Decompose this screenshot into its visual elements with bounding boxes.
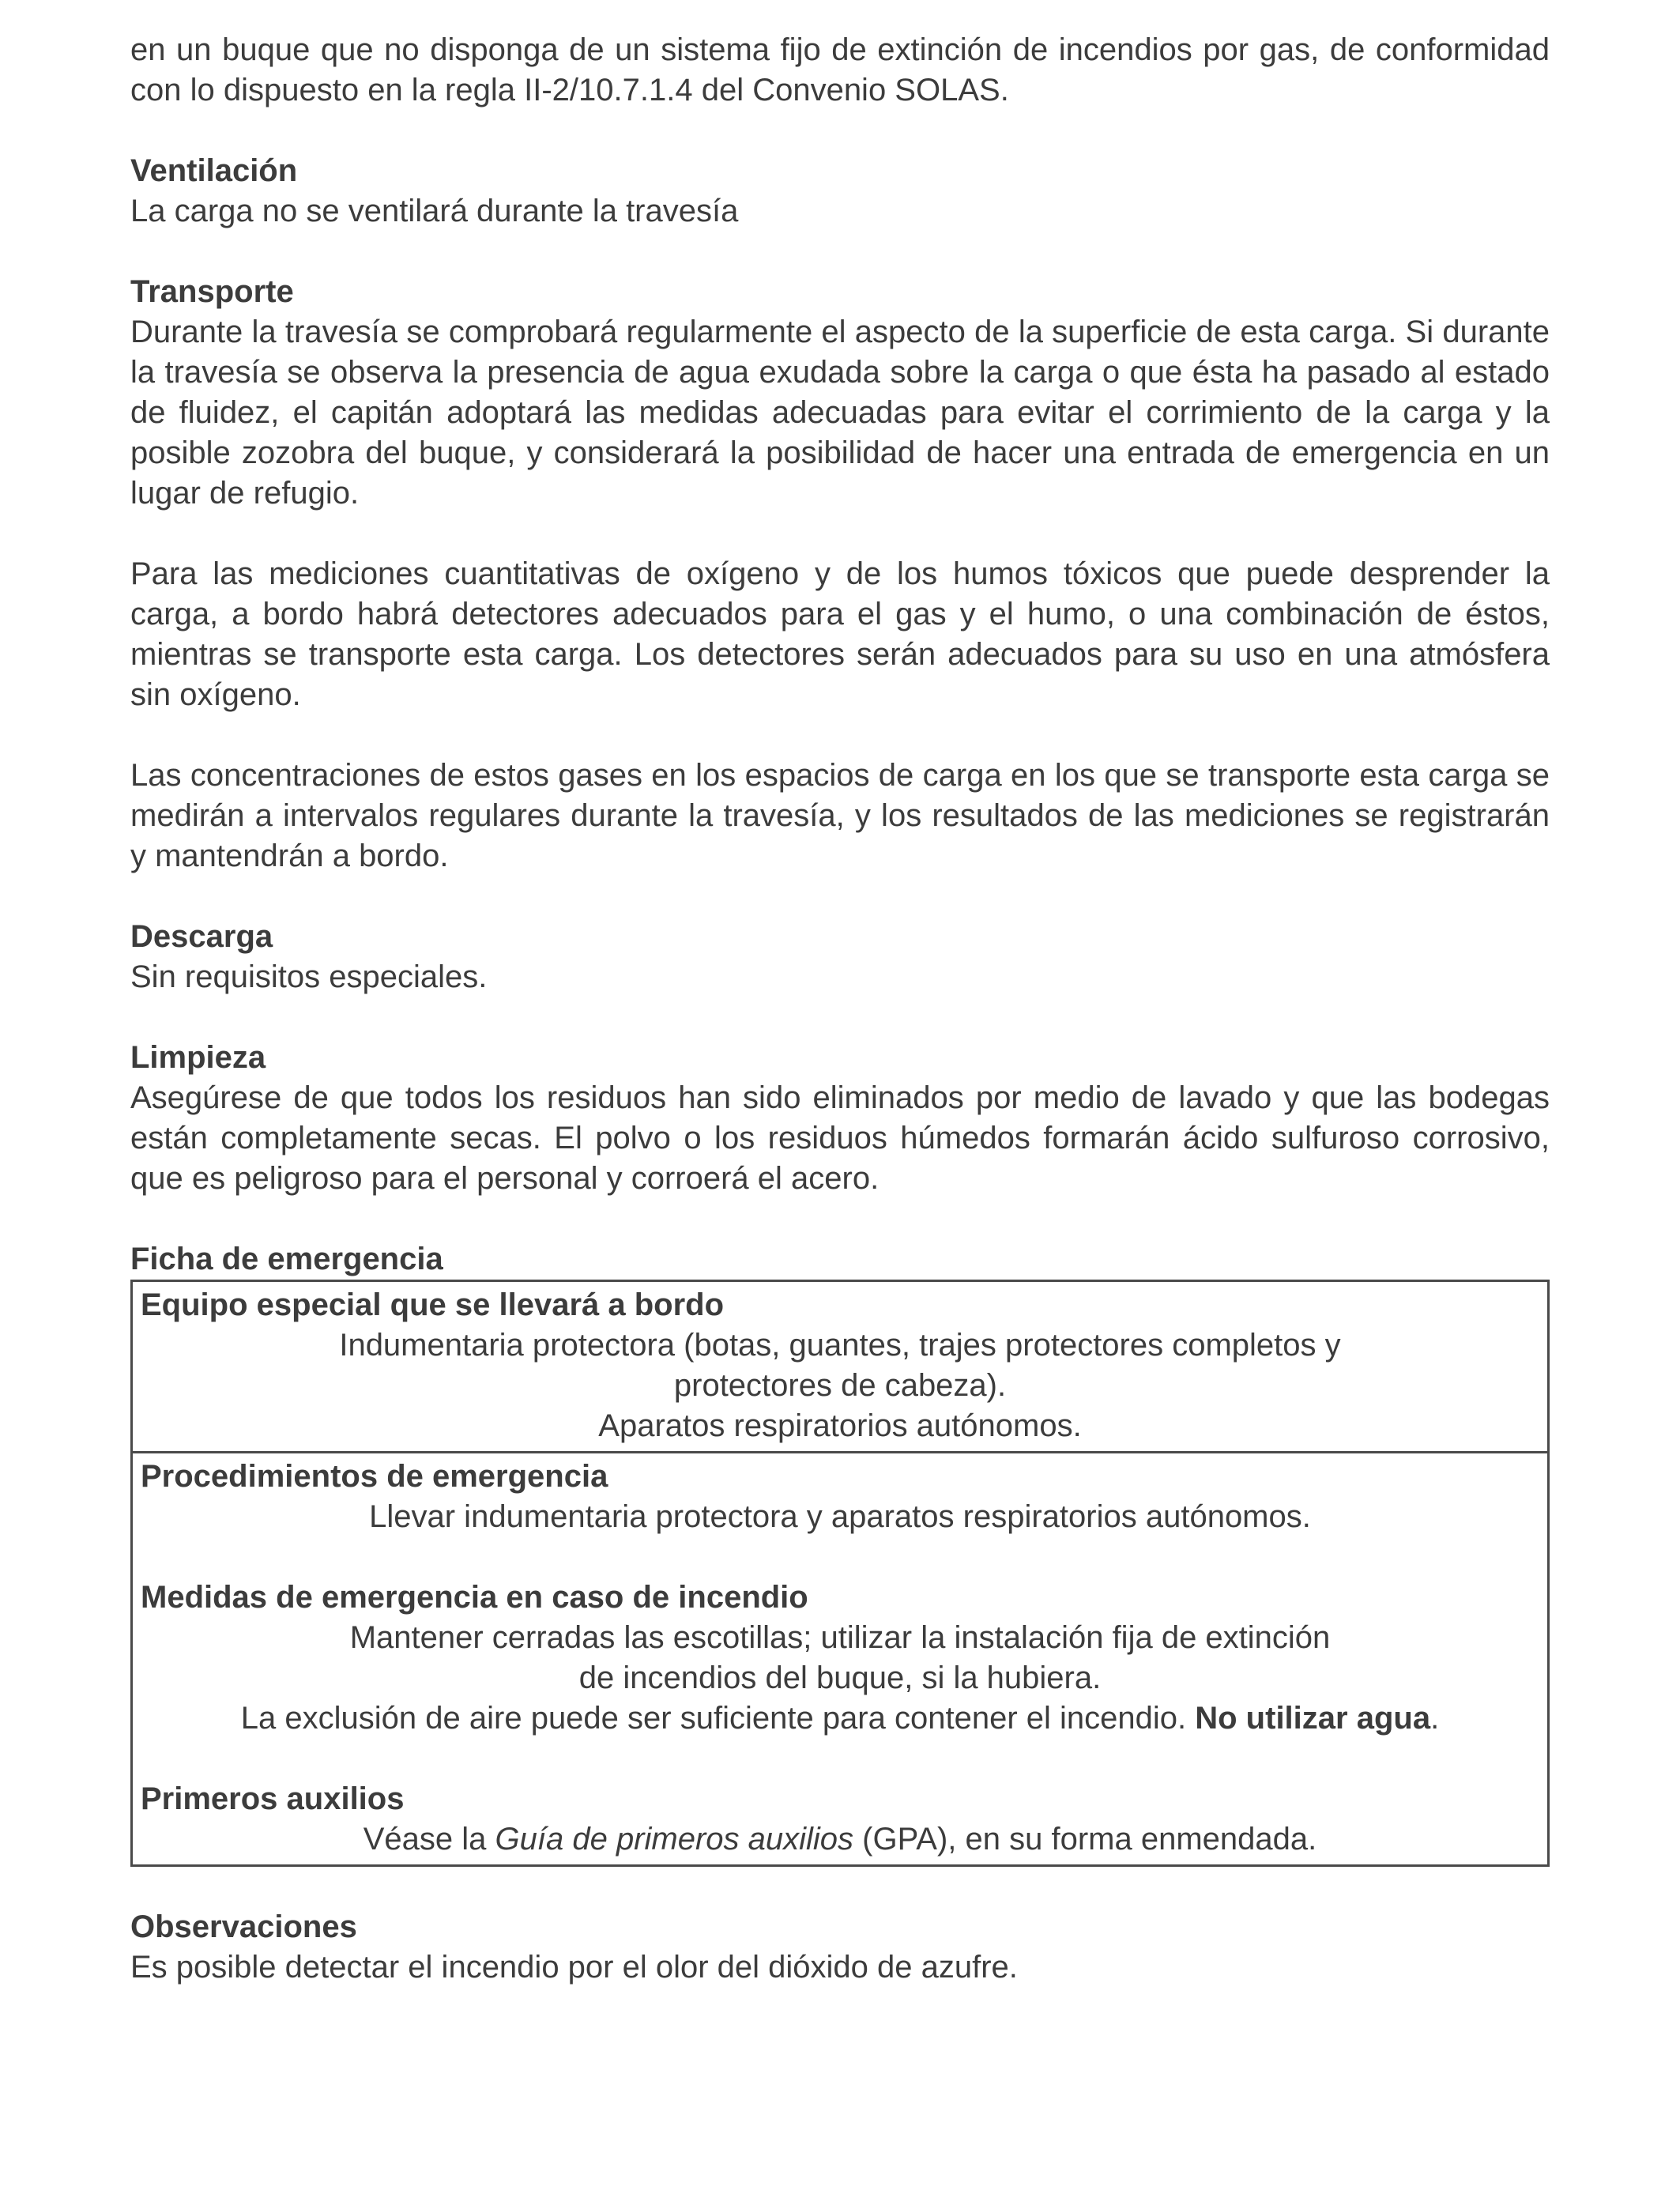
limpieza-text: Asegúrese de que todos los residuos han sido eliminados por medio de lavado y que las bodegas están completamente secas. El polvo o los residuos húmedos formarán ácido sulfuroso corrosivo, que es peligroso para el personal y corroerá el acero.: [130, 1080, 1550, 1196]
document-page: [130, 30, 1550, 1988]
section-transporte-2: [130, 554, 1550, 715]
auxilios-pre: Véase la: [363, 1822, 495, 1857]
transporte-paragraph-1: Durante la travesía se comprobará regularmente el aspecto de la superficie de esta carga. Si durante la travesía se observa la presencia de agua exudada sobre la carga o que ésta ha pasado al estado de fluidez, el capitán adoptará las medidas adecuadas para evitar el corrimiento de la carga y la posible zozobra del buque, y considerará la posibilidad de hacer una entrada de emergencia en un lugar de refugio.: [130, 315, 1550, 511]
descarga-text: Sin requisitos especiales.: [130, 959, 488, 994]
transporte-paragraph-3: Las concentraciones de estos gases en los espacios de carga en los que se transporte esta carga se medirán a intervalos regulares durante la travesía, y los resultados de las mediciones se registrarán y mantendrán a bordo.: [130, 758, 1550, 873]
heading-descarga: Descarga: [130, 919, 273, 954]
incendio-line-3-end: .: [1430, 1701, 1440, 1736]
equipo-line-3: Aparatos respiratorios autónomos.: [598, 1408, 1082, 1443]
procedimientos-line-1: Llevar indumentaria protectora y aparatos respiratorios autónomos.: [369, 1499, 1311, 1534]
section-transporte: [130, 272, 1550, 514]
incendio-line-1: Mantener cerradas las escotillas; utilizar la instalación fija de extinción: [349, 1620, 1331, 1655]
heading-limpieza: Limpieza: [130, 1040, 266, 1075]
incendio-title: Medidas de emergencia en caso de incendio: [141, 1580, 808, 1615]
section-ficha-emergencia: [130, 1239, 1550, 1867]
incendio-line-3: [141, 1698, 1539, 1739]
auxilios-title: Primeros auxilios: [141, 1781, 405, 1816]
heading-observaciones: Observaciones: [130, 1909, 357, 1944]
equipo-title: Equipo especial que se llevará a bordo: [141, 1287, 725, 1322]
incendio-line-3-text: La exclusión de aire puede ser suficiente para contener el incendio.: [240, 1701, 1196, 1736]
heading-transporte: Transporte: [130, 274, 294, 309]
emergency-table: [130, 1280, 1550, 1867]
section-transporte-3: [130, 756, 1550, 876]
auxilios-line: [141, 1819, 1539, 1860]
spacer: [141, 1537, 1539, 1578]
heading-ficha-emergencia: Ficha de emergencia: [130, 1242, 443, 1276]
transporte-paragraph-2: Para las mediciones cuantitativas de oxígeno y de los humos tóxicos que puede desprender la carga, a bordo habrá detectores adecuados para el gas y el humo, o una combinación de éstos, mientras se transporte esta carga. Los detectores serán adecuados para su uso en una atmósfera sin oxígeno.: [130, 556, 1550, 712]
section-descarga: [130, 917, 1550, 997]
ventilacion-text: La carga no se ventilará durante la travesía: [130, 194, 739, 228]
procedimientos-title: Procedimientos de emergencia: [141, 1459, 608, 1494]
observaciones-text: Es posible detectar el incendio por el olor del dióxido de azufre.: [130, 1950, 1018, 1985]
section-observaciones: [130, 1907, 1550, 1988]
equipo-line-2: protectores de cabeza).: [673, 1368, 1007, 1403]
section-ventilacion: [130, 151, 1550, 232]
equipo-line-1: Indumentaria protectora (botas, guantes, trajes protectores completos y: [339, 1328, 1341, 1363]
no-utilizar-agua: No utilizar agua: [1195, 1701, 1431, 1736]
section-limpieza: [130, 1038, 1550, 1199]
heading-ventilacion: Ventilación: [130, 153, 298, 188]
emergency-section-equipo: [133, 1282, 1547, 1451]
intro-paragraph: en un buque que no disponga de un sistema fijo de extinción de incendios por gas, de conformidad con lo dispuesto en la regla II-2/10.7.1.4 del Convenio SOLAS.: [130, 32, 1550, 107]
emergency-section-procedimientos: [133, 1451, 1547, 1864]
spacer: [141, 1739, 1539, 1779]
incendio-line-2: de incendios del buque, si la hubiera.: [578, 1661, 1102, 1695]
auxilios-post: (GPA), en su forma enmendada.: [853, 1822, 1317, 1857]
auxilios-guide-title: Guía de primeros auxilios: [495, 1822, 854, 1857]
